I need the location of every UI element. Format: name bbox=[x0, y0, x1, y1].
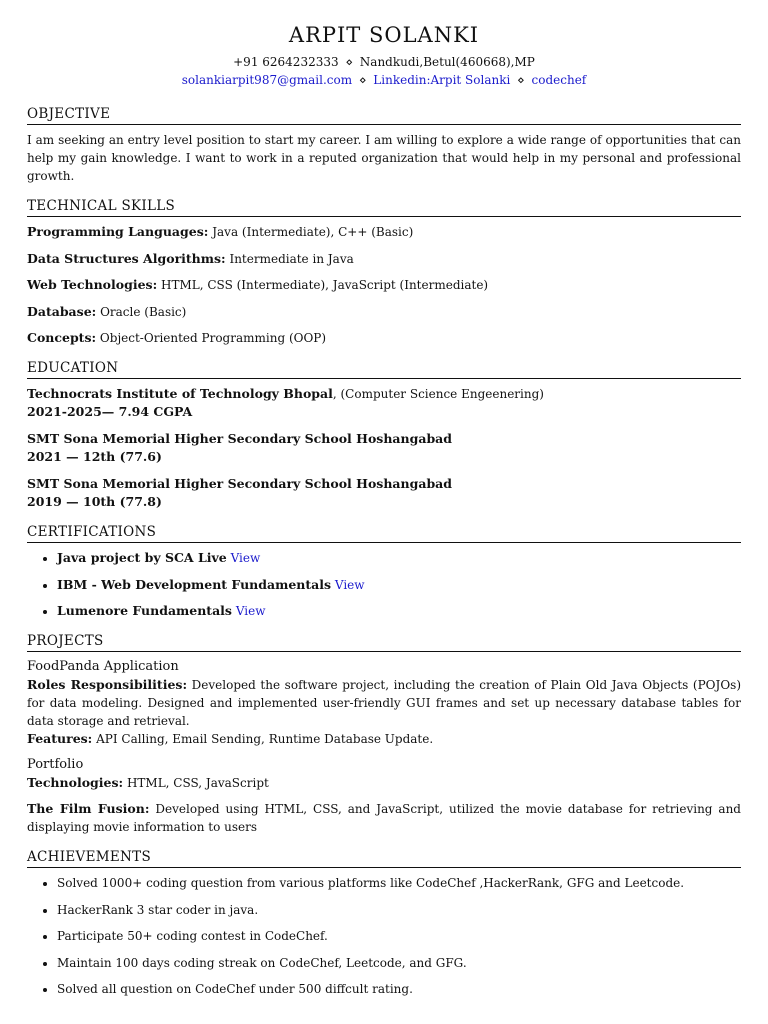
project-title: Portfolio bbox=[27, 757, 84, 772]
project-film-fusion bbox=[27, 800, 741, 836]
technologies-label: Technologies: bbox=[27, 775, 124, 790]
skill-value: Oracle (Basic) bbox=[96, 304, 187, 319]
diamond-separator-icon: ⋄ bbox=[345, 55, 353, 69]
achievement-item: • Maintain 100 days coding streak on CodeChef, Leetcode, and GFG. bbox=[57, 954, 741, 972]
skill-value: Java (Intermediate), C++ (Basic) bbox=[208, 225, 414, 239]
certification-item bbox=[57, 549, 741, 567]
section-heading: EDUCATION bbox=[27, 359, 741, 379]
achievement-item: • Participate 50+ coding contest in CodeChef. bbox=[57, 927, 741, 945]
skill-value: HTML, CSS (Intermediate), JavaScript (Intermediate) bbox=[157, 278, 489, 292]
skill-label: Programming Languages: bbox=[27, 224, 209, 239]
achievement-list bbox=[27, 874, 741, 998]
view-link[interactable]: View bbox=[230, 551, 261, 565]
achievement-item: • Solved all question on CodeChef under 500 diffcult rating. bbox=[57, 980, 741, 998]
school-name: SMT Sona Memorial Higher Secondary School Hoshangabad bbox=[27, 476, 453, 491]
features-label: Features: bbox=[27, 731, 93, 746]
phone-number: +91 6264232333 bbox=[233, 55, 339, 69]
education-item bbox=[27, 475, 741, 511]
certification-item bbox=[57, 576, 741, 594]
project-roles bbox=[27, 676, 741, 730]
certification-title: Java project by SCA Live bbox=[57, 550, 227, 565]
location: Nandkudi,Betul(460668),MP bbox=[359, 55, 535, 69]
achievements-section bbox=[27, 848, 741, 998]
diamond-separator-icon: ⋄ bbox=[358, 73, 367, 87]
project-foodpanda bbox=[27, 658, 741, 748]
skill-item bbox=[27, 250, 741, 268]
project-portfolio bbox=[27, 756, 741, 792]
certification-list bbox=[27, 549, 741, 620]
education-year-score: 2021-2025— 7.94 CGPA bbox=[27, 404, 193, 419]
view-link[interactable]: View bbox=[235, 604, 266, 618]
section-heading: ACHIEVEMENTS bbox=[27, 848, 741, 868]
certifications-section bbox=[27, 523, 741, 620]
resume-page bbox=[27, 0, 741, 998]
roles-label: Roles Responsibilities: bbox=[27, 677, 188, 692]
candidate-name: ARPIT SOLANKI bbox=[288, 23, 480, 47]
project-features bbox=[27, 730, 741, 748]
skill-item bbox=[27, 276, 741, 294]
section-heading: CERTIFICATIONS bbox=[27, 523, 741, 543]
skill-label: Database: bbox=[27, 303, 97, 319]
features-text: API Calling, Email Sending, Runtime Database Update. bbox=[92, 732, 434, 746]
achievement-item: • HackerRank 3 star coder in java. bbox=[57, 901, 741, 919]
film-fusion-label: The Film Fusion: bbox=[27, 801, 150, 816]
objective-section bbox=[27, 105, 741, 185]
skill-label: Web Technologies: bbox=[27, 277, 158, 292]
skill-value: Object-Oriented Programming (OOP) bbox=[96, 331, 327, 345]
email-link[interactable]: solankiarpit987@gmail.com bbox=[181, 73, 353, 87]
education-item bbox=[27, 430, 741, 466]
codechef-link[interactable]: codechef bbox=[531, 73, 587, 87]
skill-item bbox=[27, 303, 741, 321]
section-heading: PROJECTS bbox=[27, 632, 741, 652]
roles-text: Developed the software project, including the creation of Plain Old Java Objects (POJOs) for data modeling. Designed and implemented user-friendly GUI frames and set up necessary database tables for data storage and retrieval. bbox=[27, 678, 741, 728]
section-heading: TECHNICAL SKILLS bbox=[27, 197, 741, 217]
education-year-score: 2019 — 10th (77.8) bbox=[27, 494, 162, 509]
skill-item bbox=[27, 329, 741, 347]
links-line bbox=[27, 71, 741, 89]
film-fusion-text: Developed using HTML, CSS, and JavaScript, utilized the movie database for retrieving and displaying movie information to users bbox=[27, 802, 741, 834]
skill-value: Intermediate in Java bbox=[225, 251, 354, 266]
degree-detail: , (Computer Science Engeenering) bbox=[332, 387, 544, 401]
section-heading: OBJECTIVE bbox=[27, 105, 741, 125]
technologies-text: HTML, CSS, JavaScript bbox=[123, 776, 269, 790]
skill-label: Concepts: bbox=[27, 330, 97, 345]
education-item bbox=[27, 385, 741, 421]
linkedin-link[interactable]: Linkedin:Arpit Solanki bbox=[373, 73, 511, 87]
skill-label: Data Structures Algorithms: bbox=[27, 250, 226, 266]
projects-section bbox=[27, 632, 741, 836]
skills-section bbox=[27, 197, 741, 347]
contact-line bbox=[27, 53, 741, 71]
certification-title: Lumenore Fundamentals bbox=[57, 603, 232, 618]
school-name: Technocrats Institute of Technology Bhopal bbox=[27, 386, 333, 401]
objective-text: I am seeking an entry level position to start my career. I am willing to explore a wide range of opportunities that can help my gain knowledge. I want to work in a reputed organization that would help in my personal and professional growth. bbox=[27, 133, 741, 183]
education-section bbox=[27, 359, 741, 511]
certification-item bbox=[57, 602, 741, 620]
diamond-separator-icon: ⋄ bbox=[517, 73, 525, 87]
skill-item bbox=[27, 223, 741, 241]
project-technologies bbox=[27, 774, 741, 792]
education-year-score: 2021 — 12th (77.6) bbox=[27, 449, 162, 464]
achievement-item: • Solved 1000+ coding question from various platforms like CodeChef ,HackerRank, GFG and Leetcode. bbox=[57, 874, 741, 892]
view-link[interactable]: View bbox=[334, 577, 365, 592]
project-title: FoodPanda Application bbox=[27, 659, 179, 674]
school-name: SMT Sona Memorial Higher Secondary School Hoshangabad bbox=[27, 431, 453, 446]
certification-title: IBM - Web Development Fundamentals bbox=[57, 576, 332, 592]
